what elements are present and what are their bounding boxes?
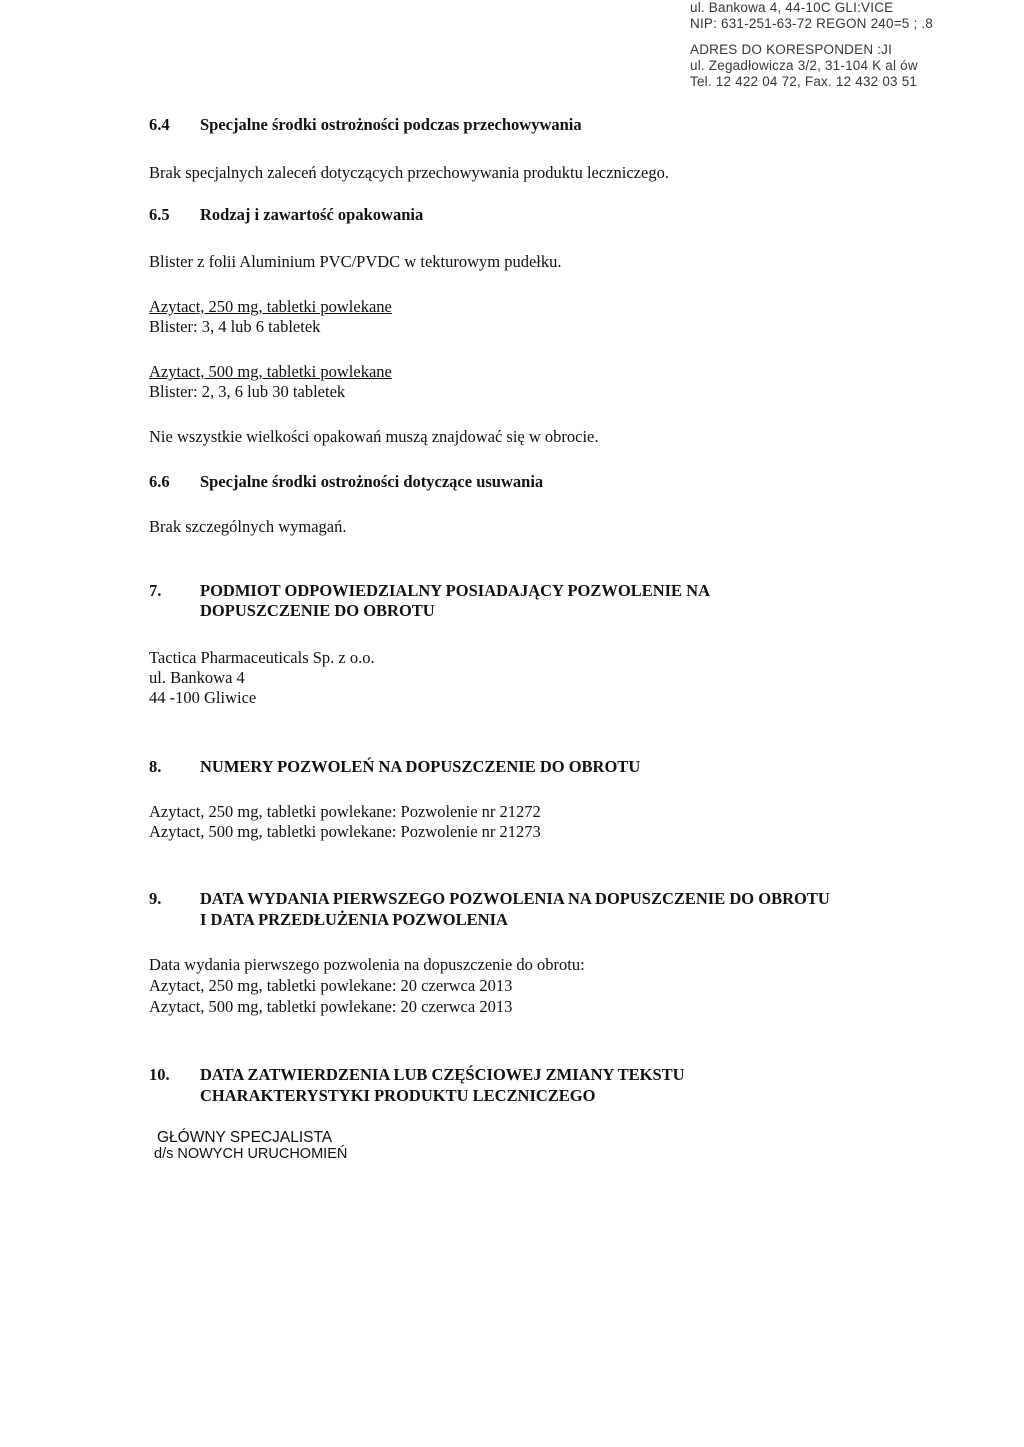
first-auth-250: Azytact, 250 mg, tabletki powlekane: 20 czerwca 2013: [149, 976, 513, 995]
stamp-line: NIP: 631-251-63-72 REGON 240=5 ; .8: [690, 16, 934, 31]
company-stamp: [690, 0, 990, 90]
permit-500: Azytact, 500 mg, tabletki powlekane: Pozwolenie nr 21273: [149, 822, 541, 841]
section-6-5-text: Blister z folii Aluminium PVC/PVDC w tekturowym pudełku.: [149, 252, 562, 271]
stamp-line: ul. Bankowa 4, 44-10C GLI:VICE: [690, 0, 894, 15]
section-6-4-text: Brak specjalnych zaleceń dotyczących przechowywania produktu leczniczego.: [149, 163, 669, 182]
section-6-6-heading: 6.6 Specjalne środki ostrożności dotyczące usuwania: [149, 472, 544, 491]
signature-stamp: [154, 1129, 348, 1163]
stamp-line: Tel. 12 422 04 72, Fax. 12 432 03 51: [690, 74, 918, 89]
section-6-5-heading: 6.5 Rodzaj i zawartość opakowania: [149, 205, 424, 224]
signature-line: GŁÓWNY SPECJALISTA: [157, 1129, 333, 1146]
signature-line: d/s NOWYCH URUCHOMIEŃ: [154, 1146, 348, 1162]
pack-500-text: Blister: 2, 3, 6 lub 30 tabletek: [149, 382, 346, 401]
first-auth-500: Azytact, 500 mg, tabletki powlekane: 20 czerwca 2013: [149, 997, 513, 1016]
pack-note: Nie wszystkie wielkości opakowań muszą znajdować się w obrocie.: [149, 427, 599, 446]
holder-company: Tactica Pharmaceuticals Sp. z o.o.: [149, 648, 375, 667]
permit-250: Azytact, 250 mg, tabletki powlekane: Pozwolenie nr 21272: [149, 802, 541, 821]
pack-500-title: Azytact, 500 mg, tabletki powlekane: [149, 362, 392, 381]
section-8-heading: 8. NUMERY POZWOLEŃ NA DOPUSZCZENIE DO OBROTU: [149, 757, 641, 776]
stamp-line: ul. Zegadłowicza 3/2, 31-104 K al ów: [690, 58, 918, 73]
section-6-4-heading: 6.4 Specjalne środki ostrożności podczas przechowywania: [149, 115, 582, 134]
first-auth-label: Data wydania pierwszego pozwolenia na dopuszczenie do obrotu:: [149, 955, 585, 974]
section-6-6-text: Brak szczególnych wymagań.: [149, 517, 347, 536]
holder-city: 44 -100 Gliwice: [149, 688, 257, 707]
pack-250-title: Azytact, 250 mg, tabletki powlekane: [149, 297, 392, 316]
holder-street: ul. Bankowa 4: [149, 668, 245, 687]
stamp-line: ADRES DO KORESPONDEN :JI: [690, 42, 893, 57]
pack-250-text: Blister: 3, 4 lub 6 tabletek: [149, 317, 321, 336]
